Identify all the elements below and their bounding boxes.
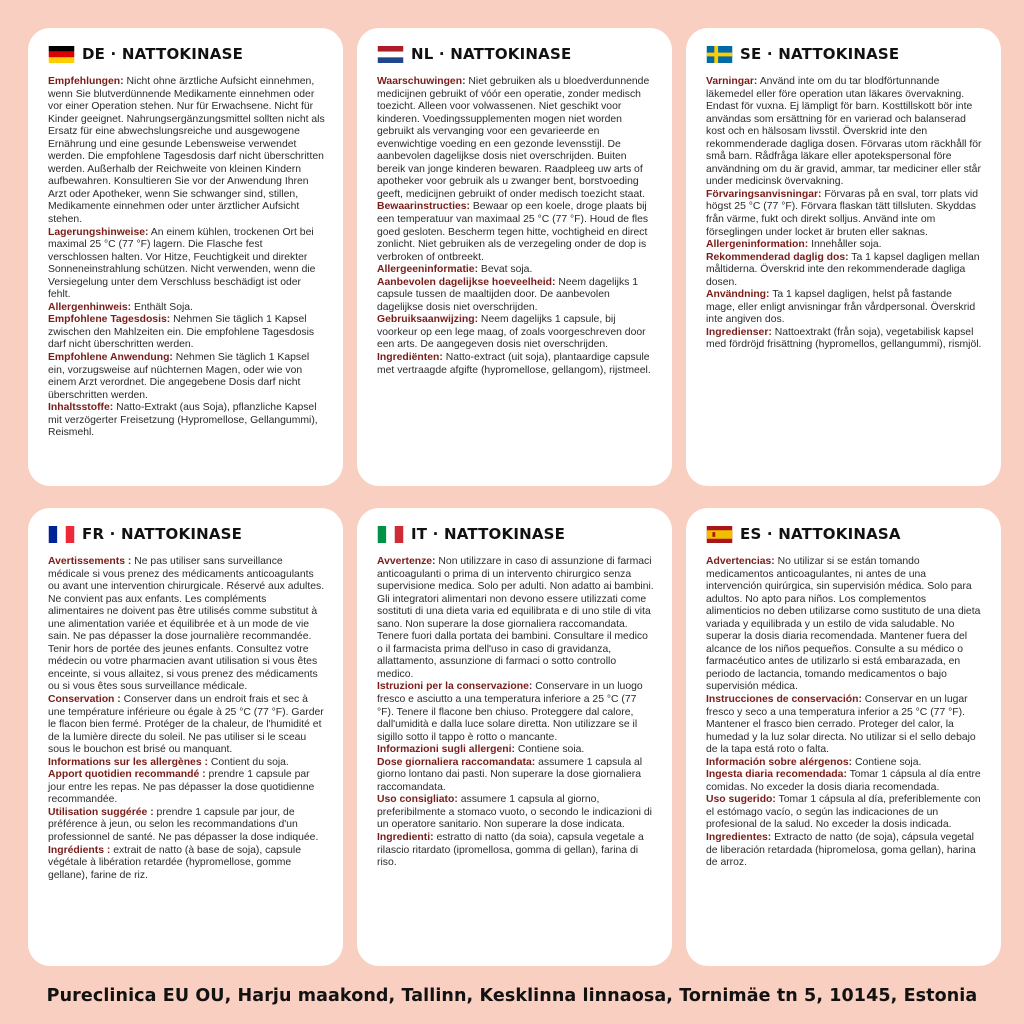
section bbox=[706, 832, 983, 870]
section bbox=[377, 794, 654, 832]
card-se bbox=[686, 28, 1001, 486]
section-text: No utilizar si se están tomando medicamentos anticoagulantes, ni antes de una intervención quirúrgica, sin supervisión médica. Solo para adultos. No apto para niños. Los complementos alimenticios no deben utilizarse como sustituto de una dieta variada y equilibrada y un estilo de vida saludable. No superar la dosis diaria recomendada. Mantener fuera del alcance de los niños pequeños. Consulte a su médico o farmacéutico antes de utilizarlo si está embarazada, en periodo de lactancia, tomando medicamentos o bajo supervisión médica. bbox=[706, 556, 981, 693]
section bbox=[706, 327, 983, 352]
section-text: Förvaras på en sval, torr plats vid högst 25 °C (77 °F). Förvara flaskan tätt tillsluten. Skyddas från värme, fukt och direkt solljus. Använd inte om förseglingen under locket är bruten eller saknas. bbox=[706, 188, 978, 238]
section bbox=[48, 694, 325, 757]
section-label: Uso consigliato: bbox=[377, 794, 458, 806]
section bbox=[48, 76, 325, 227]
section bbox=[706, 556, 983, 694]
section-text: Bewaar op een koele, droge plaats bij een temperatuur van maximaal 25 °C (77 °F). Houd de fles goed gesloten. Bescherm tegen hitte, vochtigheid en direct zonlicht. Niet gebruiken als de verzegeling onder de dop is verbroken of ontbreekt. bbox=[377, 201, 649, 263]
card-body bbox=[706, 76, 983, 352]
section-label: Rekommenderad daglig dos: bbox=[706, 251, 849, 263]
section-label: Uso sugerido: bbox=[706, 794, 776, 806]
section-text: Non utilizzare in caso di assunzione di farmaci anticoagulanti o prima di un intervento chirurgico senza supervisione medica. Solo per adulti. Non adatto ai bambini. Gli integratori alimentari non devono essere utilizzati come sostituti di una dieta varia ed equilibrata e di uno stile di vita sano. Non superare la dose giornaliera raccomandata. Tenere fuori dalla portata dei bambini. Consultare il medico o il farmacista prima dell'uso in caso di gravidanza, allattamento, assunzione di farmaci o sotto controllo medico. bbox=[377, 556, 654, 680]
card-it bbox=[357, 508, 672, 966]
section-label: Allergeeninformatie: bbox=[377, 264, 479, 276]
section-text: Natto-extract (uit soja), plantaardige capsule met vertraagde afgifte (hypromellose, gellangom), rijstmeel. bbox=[377, 352, 651, 376]
section bbox=[377, 681, 654, 744]
card-title: FR · NATTOKINASE bbox=[82, 525, 243, 543]
section-label: Dose giornaliera raccomandata: bbox=[377, 756, 536, 768]
card-header bbox=[377, 44, 654, 64]
section-label: Informations sur les allergènes : bbox=[48, 756, 208, 768]
france-flag bbox=[48, 526, 75, 543]
section-text: Nehmen Sie täglich 1 Kapsel zwischen den Mahlzeiten ein. Die empfohlene Tagesdosis darf nicht überschritten werden. bbox=[48, 314, 315, 351]
section-label: Instrucciones de conservación: bbox=[706, 694, 862, 706]
section-text: Enthält Soja. bbox=[131, 301, 193, 313]
section-label: Användning: bbox=[706, 289, 770, 301]
section bbox=[48, 556, 325, 694]
section-label: Gebruiksaanwijzing: bbox=[377, 314, 479, 326]
card-header bbox=[377, 524, 654, 544]
section-label: Advertencias: bbox=[706, 556, 775, 567]
section-text: Tomar 1 cápsula al día entre comidas. No exceder la dosis diaria recomendada. bbox=[706, 769, 981, 793]
section-text: Contiene soia. bbox=[514, 744, 585, 756]
section-label: Ingredienti: bbox=[377, 832, 434, 844]
section-text: Neem dagelijks 1 capsule tussen de maaltijden door. De aanbevolen dagelijkse dosis niet overschrijden. bbox=[377, 276, 639, 313]
section bbox=[706, 76, 983, 189]
card-header bbox=[48, 44, 325, 64]
section-text: Conserver dans un endroit frais et sec à une température inférieure ou égale à 25 °C (77 °F). Garder le flacon bien fermé. Protéger de la chaleur, de l'humidité et de la lumière directe du soleil. Ne pas utiliser si le sceau sous le bouchon est brisé ou manquant. bbox=[48, 694, 324, 756]
section-label: Información sobre alérgenos: bbox=[706, 756, 853, 768]
card-title: IT · NATTOKINASE bbox=[411, 525, 566, 543]
section-label: Apport quotidien recommandé : bbox=[48, 769, 206, 781]
section-text: Niet gebruiken als u bloedverdunnende medicijnen gebruikt of vóór een operatie, zonder medisch toezicht. Alleen voor volwassenen. Niet geschikt voor kinderen. Voedingssupplementen mogen niet worden gebruikt als vervanging voor een gevarieerde en evenwichtige voeding en een gezonde levensstijl. De aanbevolen dagelijkse dosis niet overschrijden. Buiten bereik van jonge kinderen bewaren. Raadpleeg uw arts of apotheker voor gebruik als u zwanger bent, borstvoeding geeft, medicijnen gebruikt of onder medisch toezicht staat. bbox=[377, 76, 650, 200]
section bbox=[377, 832, 654, 870]
section bbox=[48, 769, 325, 807]
card-title: DE · NATTOKINASE bbox=[82, 45, 244, 63]
section bbox=[377, 556, 654, 681]
section bbox=[377, 277, 654, 315]
section-text: Contiene soja. bbox=[852, 756, 922, 768]
section-text: Innehåller soja. bbox=[808, 239, 882, 251]
card-body bbox=[706, 556, 983, 870]
germany-flag bbox=[48, 46, 75, 63]
section-text: Neem dagelijks 1 capsule, bij voorkeur op een lege maag, of zoals voorgeschreven door een arts. De aangegeven dosis niet overschrijden. bbox=[377, 314, 646, 351]
section bbox=[377, 76, 654, 201]
section bbox=[377, 201, 654, 264]
section-label: Avvertenze: bbox=[377, 556, 436, 567]
section bbox=[706, 757, 983, 770]
card-title: ES · NATTOKINASA bbox=[740, 525, 901, 543]
section bbox=[706, 252, 983, 290]
section-label: Allergenhinweis: bbox=[48, 301, 132, 313]
section bbox=[706, 694, 983, 757]
section-label: Ingrédients : bbox=[48, 844, 111, 856]
section bbox=[48, 757, 325, 770]
section bbox=[706, 769, 983, 794]
section bbox=[48, 314, 325, 352]
section bbox=[706, 794, 983, 832]
section bbox=[706, 189, 983, 239]
section bbox=[48, 302, 325, 315]
section-text: Extracto de natto (de soja), cápsula vegetal de liberación retardada (hipromelosa, goma gellan), harina de arroz. bbox=[706, 832, 976, 869]
section-label: Förvaringsanvisningar: bbox=[706, 188, 822, 200]
section-label: Conservation : bbox=[48, 694, 121, 706]
section-label: Lagerungshinweise: bbox=[48, 226, 149, 238]
label-grid bbox=[28, 28, 1008, 966]
section-text: estratto di natto (da soia), capsula vegetale a rilascio ritardato (ipromellosa, gomma di gellan), farina di riso. bbox=[377, 832, 644, 869]
card-fr bbox=[28, 508, 343, 966]
section-label: Ingredienser: bbox=[706, 326, 772, 338]
section-label: Empfehlungen: bbox=[48, 76, 124, 87]
section-text: Ta 1 kapsel dagligen, helst på fastande mage, eller enligt anvisningar från vårdpersonal. Överskrid inte angiven dos. bbox=[706, 289, 976, 326]
company-address: Pureclinica EU OU, Harju maakond, Tallinn, Kesklinna linnaosa, Tornimäe tn 5, 10145, Estonia bbox=[46, 986, 978, 1006]
section-label: Istruzioni per la conservazione: bbox=[377, 681, 533, 693]
italy-flag bbox=[377, 526, 404, 543]
section-text: prendre 1 capsule par jour entre les repas. Ne pas dépasser la dose quotidienne recommandée. bbox=[48, 769, 315, 806]
section bbox=[377, 314, 654, 352]
card-body bbox=[48, 556, 325, 882]
section-text: Conservare in un luogo fresco e asciutto a una temperatura inferiore a 25 °C (77 °F). Tenere il flacone ben chiuso. Proteggere dal calore, dall'umidità e dalla luce solare diretta. Non utilizzare se il sigillo sotto il tappo è rotto o mancante. bbox=[377, 681, 643, 743]
section-label: Bewaarinstructies: bbox=[377, 201, 470, 213]
section-text: Nehmen Sie täglich 1 Kapsel ein, vorzugsweise auf nüchternen Magen, oder wie von einem Arzt verordnet. Die angegebene Dosis darf nicht überschritten werden. bbox=[48, 352, 310, 401]
section bbox=[377, 352, 654, 377]
netherlands-flag bbox=[377, 46, 404, 63]
section bbox=[48, 402, 325, 440]
card-es bbox=[686, 508, 1001, 966]
section-text: Ne pas utiliser sans surveillance médicale si vous prenez des médicaments anticoagulants ou avant une intervention chirurgicale. Réservé aux adultes. Ne convient pas aux enfants. Les compléments alimentaires ne doivent pas être utilisés comme substitut à une alimentation variée et équilibrée et à un mode de vie sain. Ne pas dépasser la dose journalière recommandée. Tenir hors de portée des jeunes enfants. Consultez votre médecin ou votre pharmacien avant utilisation si vous êtes enceinte, si vous allaitez, si vous prenez des médicaments ou si vous êtes sous surveillance médicale. bbox=[48, 556, 325, 693]
section-label: Allergeninformation: bbox=[706, 239, 809, 251]
section-text: prendre 1 capsule par jour, de préférence à jeun, ou selon les recommandations d'un professionnel de santé. Ne pas dépasser la dose indiquée. bbox=[48, 806, 319, 844]
section bbox=[48, 807, 325, 845]
section-text: extrait de natto (à base de soja), capsule végétale à libération retardée (hypromellose, gomme gellane), farine de riz. bbox=[48, 844, 301, 881]
card-header bbox=[706, 524, 983, 544]
card-title: SE · NATTOKINASE bbox=[740, 45, 900, 63]
section bbox=[377, 264, 654, 277]
section bbox=[48, 352, 325, 402]
section-text: Conservar en un lugar fresco y seco a una temperatura inferior a 25 °C (77 °F). Mantener el frasco bien cerrado. Proteger del calor, la humedad y la luz solar directa. No utilizar si el sello debajo de la tapa está roto o falta. bbox=[706, 694, 976, 756]
section bbox=[377, 757, 654, 795]
section-text: An einem kühlen, trockenen Ort bei maximal 25 °C (77 °F) lagern. Die Flasche fest verschlossen halten. Vor Hitze, Feuchtigkeit und direkter Sonneneinstrahlung schützen. Nicht verwenden, wenn die Versiegelung unter dem Verschluss beschädigt ist oder fehlt. bbox=[48, 226, 316, 301]
card-nl bbox=[357, 28, 672, 486]
spain-flag bbox=[706, 526, 733, 543]
section bbox=[706, 239, 983, 252]
card-header bbox=[48, 524, 325, 544]
card-de bbox=[28, 28, 343, 486]
section-text: Nicht ohne ärztliche Aufsicht einnehmen, wenn Sie blutverdünnende Medikamente einnehmen oder vor einer Operation stehen. Nur für Erwachsene. Nicht für Kinder geeignet. Nahrungsergänzungsmittel sollten nicht als Ersatz für eine abwechslungsreiche und ausgewogene Ernährung und eine gesunde Lebensweise verwendet werden. Die empfohlene Tagesdosis darf nicht überschritten werden. Außerhalb der Reichweite von kleinen Kindern aufbewahren. Konsultieren Sie vor der Anwendung Ihren Arzt oder Apotheker, wenn Sie schwanger sind, stillen, Medikamente einnehmen oder unter ärztlicher Aufsicht stehen. bbox=[48, 76, 325, 226]
section bbox=[48, 845, 325, 883]
section-label: Waarschuwingen: bbox=[377, 76, 466, 87]
section-text: Contient du soja. bbox=[207, 756, 289, 768]
section-text: Ta 1 kapsel dagligen mellan måltiderna. Överskrid inte den rekommenderade dagliga dosen. bbox=[706, 251, 980, 288]
card-header bbox=[706, 44, 983, 64]
section-text: Nattoextrakt (från soja), vegetabilisk kapsel med fördröjd frisättning (hypromellos, gellangummi), rismjöl. bbox=[706, 326, 982, 351]
section-text: Bevat soja. bbox=[478, 264, 533, 276]
section-label: Aanbevolen dagelijkse hoeveelheid: bbox=[377, 276, 556, 288]
section-label: Utilisation suggérée : bbox=[48, 806, 154, 818]
card-body bbox=[48, 76, 325, 440]
section-text: Natto-Extrakt (aus Soja), pflanzliche Kapsel mit verzögerter Freisetzung (Hypromellose, Gellangummi), Reismehl. bbox=[48, 402, 318, 439]
section bbox=[706, 289, 983, 327]
section bbox=[377, 744, 654, 757]
section-label: Inhaltsstoffe: bbox=[48, 402, 114, 414]
card-body bbox=[377, 556, 654, 870]
section bbox=[48, 227, 325, 302]
section-label: Empfohlene Anwendung: bbox=[48, 352, 173, 364]
section-text: assumere 1 capsula al giorno, preferibilmente a stomaco vuoto, o secondo le indicazioni di un operatore sanitario. Non superare la dose indicata. bbox=[377, 794, 652, 831]
section-text: Tomar 1 cápsula al día, preferiblemente con el estómago vacío, o según las indicaciones de un profesional de la salud. No exceder la dosis indicada. bbox=[706, 794, 981, 831]
section-text: assumere 1 capsula al giorno lontano dai pasti. Non superare la dose giornaliera raccomandata. bbox=[377, 756, 643, 793]
section-label: Varningar: bbox=[706, 76, 758, 87]
card-body bbox=[377, 76, 654, 377]
section-label: Informazioni sugli allergeni: bbox=[377, 744, 515, 756]
section-label: Empfohlene Tagesdosis: bbox=[48, 314, 171, 326]
sweden-flag bbox=[706, 46, 733, 63]
section-label: Ingrediënten: bbox=[377, 352, 443, 364]
section-label: Ingesta diaria recomendada: bbox=[706, 769, 847, 781]
section-text: Använd inte om du tar blodförtunnande läkemedel eller före operation utan läkares övervakning. Endast för vuxna. Ej lämpligt för barn. Kosttillskott bör inte användas som ersättning för en varierad och balanserad kost och en hälsosam livsstil. Överskrid inte den rekommenderade dagliga dosen. Förvaras utom räckhåll för små barn. Rådfråga läkare eller apotekspersonal före användning om du är gravid, ammar, tar mediciner eller står under medicinsk övervakning. bbox=[706, 76, 982, 188]
section-label: Ingredientes: bbox=[706, 832, 772, 844]
section-label: Avertissements : bbox=[48, 556, 132, 567]
card-title: NL · NATTOKINASE bbox=[411, 45, 572, 63]
